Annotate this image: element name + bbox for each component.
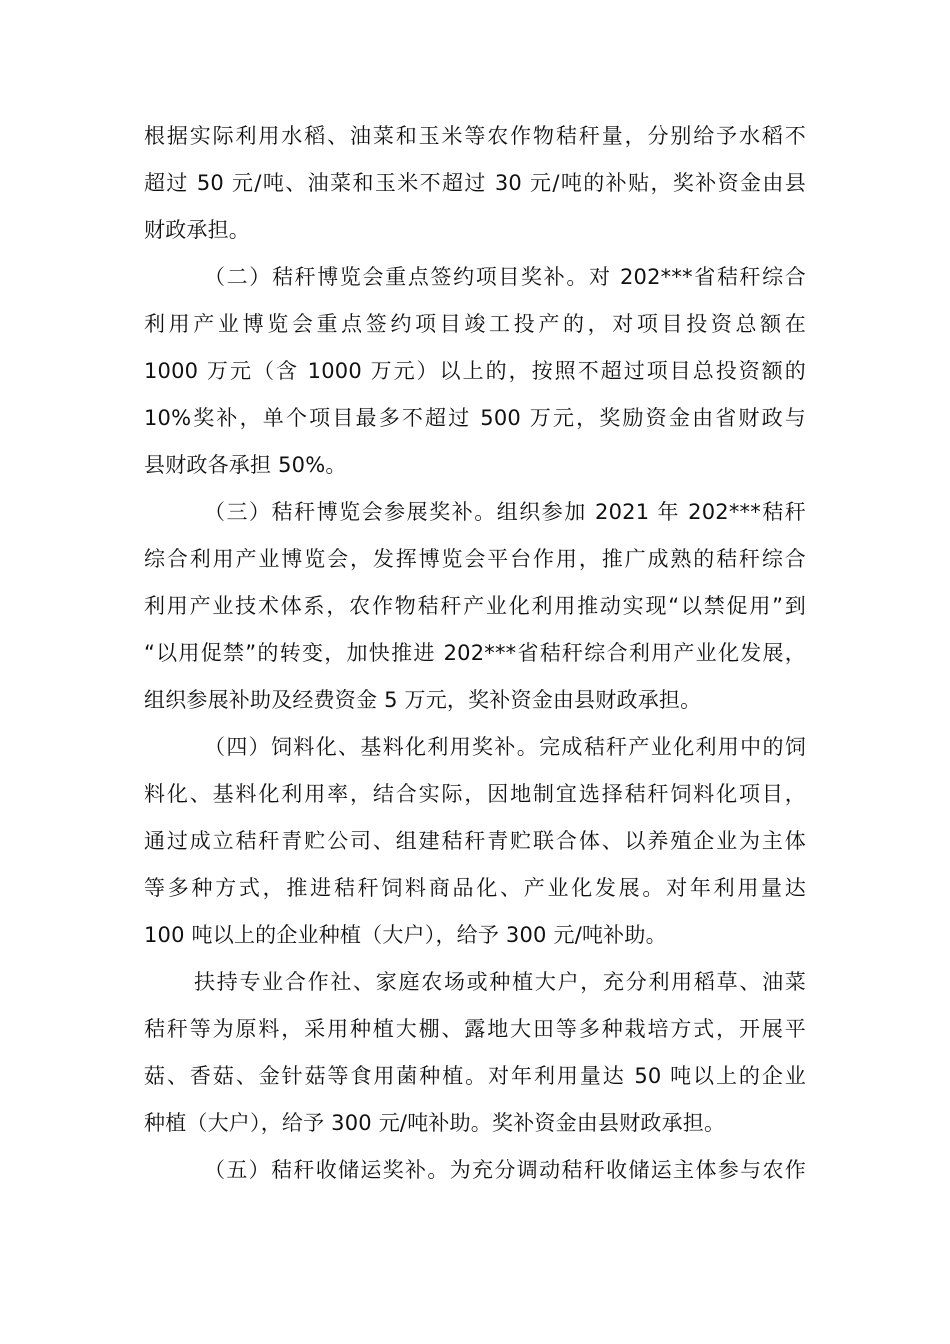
text-line: 超过 50 元/吨、油菜和玉米不超过 30 元/吨的补贴，奖补资金由县 <box>144 171 806 195</box>
text-line: 料化、基料化利用率，结合实际，因地制宜选择秸秆饲料化项目， <box>144 782 806 806</box>
text-line: 等多种方式，推进秸秆饲料商品化、产业化发展。对年利用量达 <box>144 876 806 900</box>
text-line: 根据实际利用水稻、油菜和玉米等农作物秸秆量，分别给予水稻不 <box>144 124 806 148</box>
text-line: 菇、香菇、金针菇等食用菌种植。对年利用量达 50 吨以上的企业 <box>144 1064 806 1088</box>
text-line: 利用产业技术体系，农作物秸秆产业化利用推动实现“以禁促用”到 <box>144 594 806 618</box>
paragraph-heading-line: （三）秸秆博览会参展奖补。组织参加 2021 年 202***秸秆 <box>204 500 806 524</box>
paragraph-first-line: 扶持专业合作社、家庭农场或种植大户，充分利用稻草、油菜 <box>194 970 806 994</box>
text-line: 综合利用产业博览会，发挥博览会平台作用，推广成熟的秸秆综合 <box>144 547 806 571</box>
text-line: 1000 万元（含 1000 万元）以上的，按照不超过项目总投资额的 <box>144 359 806 383</box>
text-line: 利用产业博览会重点签约项目竣工投产的，对项目投资总额在 <box>144 312 806 336</box>
text-line: 10%奖补，单个项目最多不超过 500 万元，奖励资金由省财政与 <box>144 406 806 430</box>
text-line: 财政承担。 <box>144 218 250 242</box>
text-line: 组织参展补助及经费资金 5 万元，奖补资金由县财政承担。 <box>144 688 702 712</box>
paragraph-heading-line: （四）饲料化、基料化利用奖补。完成秸秆产业化利用中的饲 <box>204 735 806 759</box>
text-line: 种植（大户），给予 300 元/吨补助。奖补资金由县财政承担。 <box>144 1111 726 1135</box>
text-line: “以用促禁”的转变，加快推进 202***省秸秆综合利用产业化发展， <box>144 641 806 665</box>
text-line: 秸秆等为原料，采用种植大棚、露地大田等多种栽培方式，开展平 <box>144 1017 806 1041</box>
paragraph-heading-line: （二）秸秆博览会重点签约项目奖补。对 202***省秸秆综合 <box>204 265 806 289</box>
text-line: 通过成立秸秆青贮公司、组建秸秆青贮联合体、以养殖企业为主体 <box>144 829 806 853</box>
text-line: 100 吨以上的企业种植（大户），给予 300 元/吨补助。 <box>144 923 667 947</box>
paragraph-heading-line: （五）秸秆收储运奖补。为充分调动秸秆收储运主体参与农作 <box>204 1158 806 1182</box>
text-line: 县财政各承担 50%。 <box>144 453 347 477</box>
